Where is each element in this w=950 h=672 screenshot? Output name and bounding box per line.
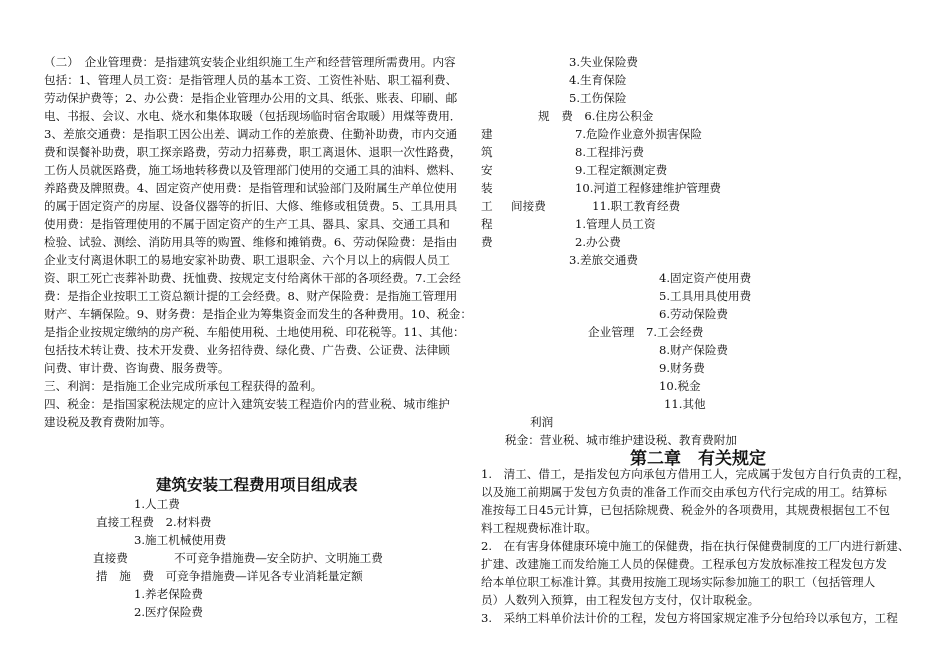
tree-item: 11.其他: [664, 397, 706, 411]
tree-item: 8.工程排污费: [575, 145, 645, 159]
vertical-label: 建筑安装工程费: [481, 127, 493, 249]
tree-item: 2.办公费: [575, 235, 621, 249]
tree-item: 7.危险作业意外损害保险: [575, 127, 702, 141]
tree-item: 10.河道工程修建维护管理费: [575, 181, 721, 195]
chapter-title: 第二章 有关规定: [630, 449, 766, 469]
text-line: 员）人数列入预算，由工程发包方支付，仅计取税金。: [481, 593, 760, 607]
text-line: 准按每工日45元计算，已包括除规费、税金外的各项费用，其规费根据包工不包: [481, 503, 890, 517]
text-line: 包括技术转让费、技术开发费、业务招待费、绿化费、广告费、公证费、法律顾: [44, 343, 450, 357]
tree-item: 10.税金: [659, 379, 701, 393]
tree-item: 6.劳动保险费: [659, 307, 729, 321]
text-line: 费：是指企业按职工工资总额计提的工会经费。8、财产保险费：是指施工管理用: [44, 289, 458, 303]
tree-item: 税金：营业税、城市维护建设税、教育费附加: [505, 433, 737, 447]
text-line: 3. 采纳工料单价法计价的工程，发包方将国家规定准予分包给玲以承包方，工程: [481, 611, 898, 625]
text-line: 料工程规费标准计取。: [481, 521, 597, 535]
tree-item: 5.工伤保险: [569, 91, 627, 105]
text-line: 企业支付离退休职工的易地安家补助费、职工退职金、六个月以上的病假人员工: [44, 253, 450, 267]
text-line: 以及施工前期属于发包方负责的准备工作而交由承包方代行完成的用工。结算标: [481, 485, 887, 499]
tree-item: 措 施 费 可竞争措施费—详见各专业消耗量定额: [96, 569, 363, 583]
text-line: 电、书报、会议、水电、烧水和集体取暖（包括现场临时宿舍取暖）用煤等费用．: [44, 109, 462, 123]
text-line: 的属于固定资产的房屋、设备仪器等的折旧、大修、维修或租赁费。5、工具用具: [44, 199, 458, 213]
text-line: （二） 企业管理费：是指建筑安装企业组织施工生产和经营管理所需费用。内容: [44, 55, 456, 69]
tree-item: 间接费 11.职工教育经费: [511, 199, 681, 213]
text-line: 检验、试验、测绘、消防用具等的购置、维修和摊销费。6、劳动保险费：是指由: [44, 235, 458, 249]
text-line: 资、职工死亡丧葬补助费、抚恤费、按规定支付给离休干部的各项经费。7.工会经: [44, 271, 461, 285]
tree-item: 1.养老保险费: [134, 587, 204, 601]
tree-item: 5.工具用具使用费: [659, 289, 752, 303]
tree-item: 直接工程费 2.材料费: [96, 515, 212, 529]
text-line: 给本单位职工标准计算。其费用按施工现场实际参加施工的职工（包括管理人: [481, 575, 876, 589]
tree-item: 1.人工费: [134, 497, 180, 511]
text-line: 2. 在有害身体健康环境中施工的保健费，指在执行保健费制度的工厂内进行新建、: [481, 539, 910, 553]
text-line: 费和误餐补助费，职工探亲路费，劳动力招募费，职工离退休、退职一次性路费，: [44, 145, 462, 159]
tree-item: 利润: [530, 415, 554, 429]
tree-item: 2.医疗保险费: [134, 605, 204, 619]
tree-item: 企业管理 7.工会经费: [588, 325, 704, 339]
text-line: 养路费及牌照费。4、固定资产使用费：是指管理和试验部门及附属生产单位使用: [44, 181, 458, 195]
tree-item: 3.差旅交通费: [569, 253, 639, 267]
table-title: 建筑安装工程费用项目组成表: [156, 475, 358, 494]
text-line: 包括：1、管理人员工资：是指管理人员的基本工资、工资性补贴、职工福利费、: [44, 73, 458, 87]
tree-item: 规 费 6.住房公积金: [538, 109, 654, 123]
text-line: 财产、车辆保险。9、财务费：是指企业为筹集资金而发生的各种费用。10、税金：: [44, 307, 472, 321]
tree-item: 9.工程定额测定费: [575, 163, 668, 177]
tree-item: 4.生育保险: [569, 73, 627, 87]
tree-item: 9.财务费: [659, 361, 705, 375]
text-line: 三、利润：是指施工企业完成所承包工程获得的盈利。: [44, 379, 323, 393]
text-line: 劳动保护费等；2、办公费：是指企业管理办公用的文具、纸张、账表、印刷、邮: [44, 91, 458, 105]
tree-item: 1.管理人员工资: [575, 217, 656, 231]
text-line: 是指企业按规定缴纳的房产税、车船使用税、土地使用税、印花税等。11、其他：: [44, 325, 465, 339]
tree-item: 4.固定资产使用费: [659, 271, 752, 285]
text-line: 工伤人员就医路费，施工场地转移费以及管理部门使用的交通工具的油料、燃料、: [44, 163, 462, 177]
tree-item: 8.财产保险费: [659, 343, 729, 357]
text-line: 四、税金：是指国家税法规定的应计入建筑安装工程造价内的营业税、城市维护: [44, 397, 450, 411]
tree-item: 直接费 不可竞争措施费—安全防护、文明施工费: [93, 551, 383, 565]
text-line: 建设税及教育费附加等。: [44, 415, 172, 429]
text-line: 使用费：是指管理使用的不属于固定资产的生产工具、器具、家具、交通工具和: [44, 217, 450, 231]
text-line: 3、差旅交通费：是指职工因公出差、调动工作的差旅费、住勤补助费，市内交通: [44, 127, 458, 141]
text-line: 扩建、改建施工而发给施工人员的保健费。工程承包方发放标准按工程发包方发: [481, 557, 887, 571]
text-line: 1. 清工、借工，是指发包方向承包方借用工人，完成属于发包方自行负责的工程，: [481, 467, 910, 481]
tree-item: 3.施工机械使用费: [134, 533, 227, 547]
tree-item: 3.失业保险费: [569, 55, 639, 69]
text-line: 问费、审计费、咨询费、服务费等。: [44, 361, 230, 375]
